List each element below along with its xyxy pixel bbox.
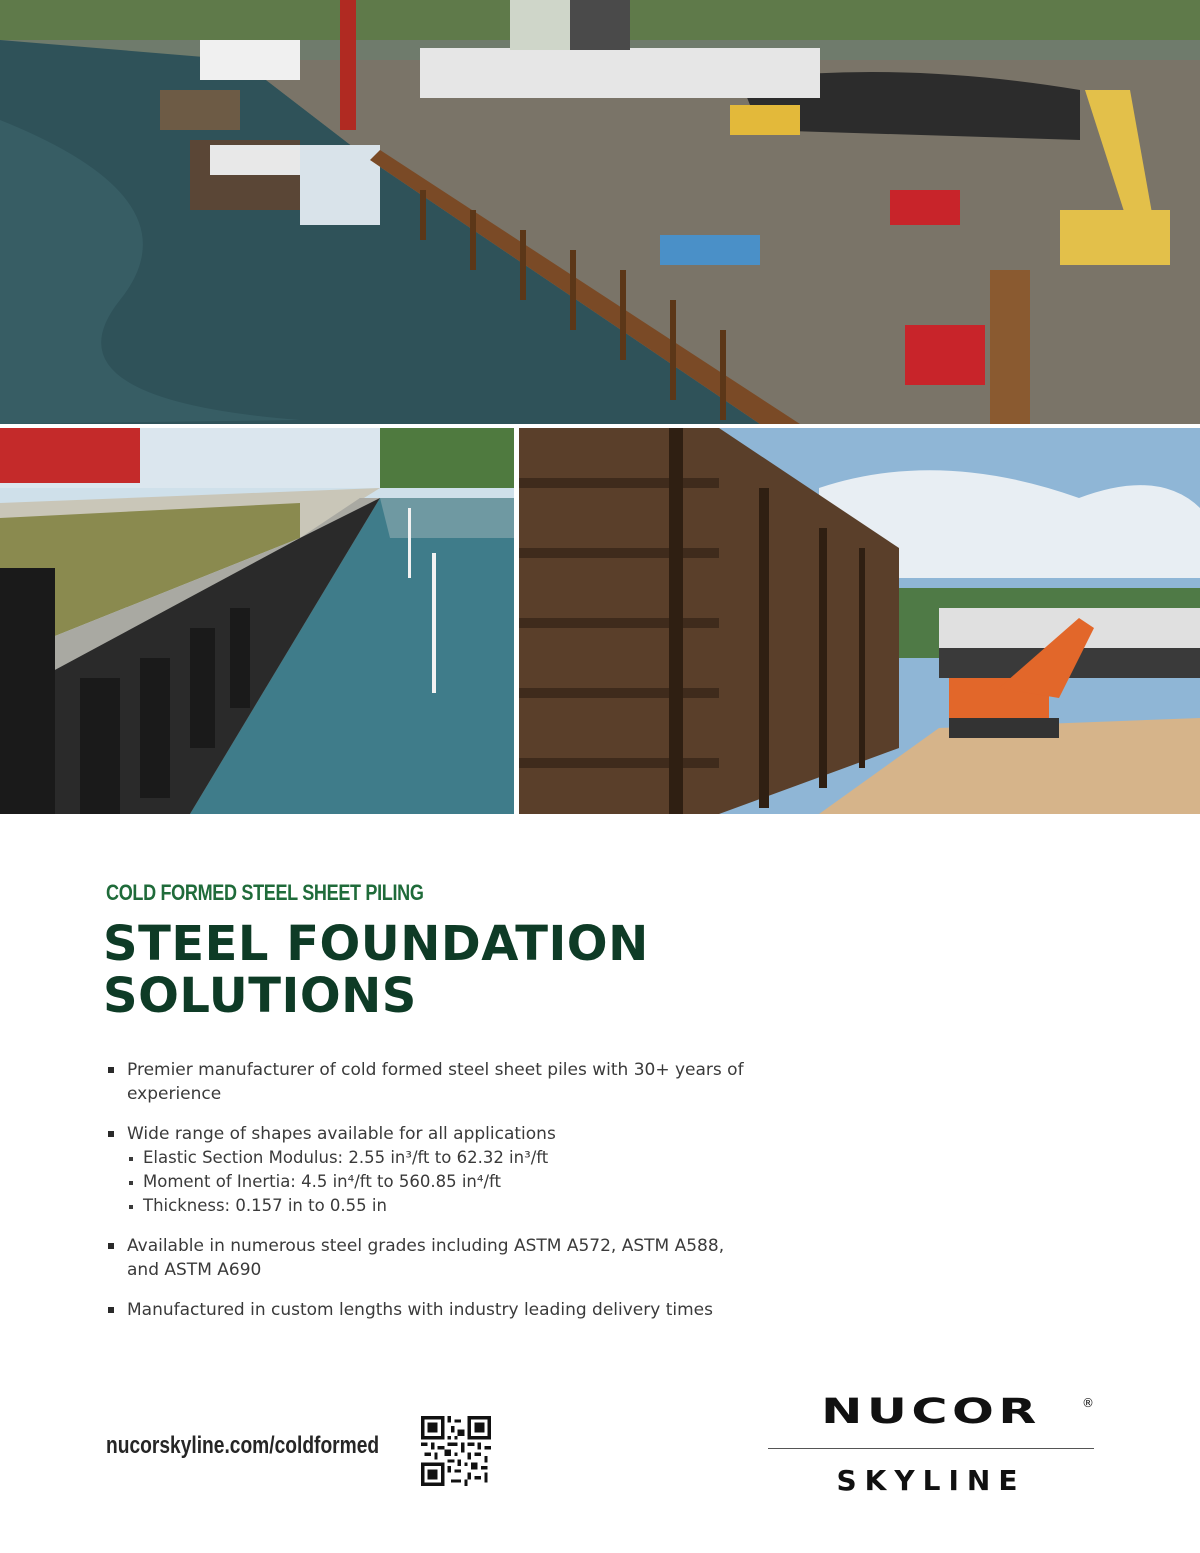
river-construction-photo — [0, 0, 1200, 424]
bullet-square-icon — [108, 1243, 114, 1249]
feature-item — [106, 1234, 746, 1282]
bullet-square-icon — [108, 1307, 114, 1313]
feature-text: Available in numerous steel grades including ASTM A572, ASTM A588, and ASTM A690 — [127, 1236, 725, 1280]
overpass-wall-photo — [519, 428, 1200, 814]
feature-item — [106, 1298, 746, 1322]
nucor-skyline-logo — [768, 1392, 1094, 1502]
spec-item — [127, 1170, 746, 1194]
feature-item — [106, 1058, 746, 1106]
bullet-dot-icon — [129, 1157, 133, 1161]
feature-text: Wide range of shapes available for all applications — [127, 1124, 556, 1144]
bullet-dot-icon — [129, 1181, 133, 1185]
website-link[interactable]: nucorskyline.com/coldformed — [106, 1432, 380, 1459]
spec-text: Moment of Inertia: 4.5 in⁴/ft to 560.85 in⁴/ft — [143, 1172, 502, 1191]
headline-line-1: STEEL FOUNDATION — [103, 916, 649, 972]
seawall-photo — [0, 428, 514, 814]
feature-item — [106, 1122, 746, 1218]
spec-text: Thickness: 0.157 in to 0.55 in — [143, 1196, 387, 1215]
page-title — [103, 918, 649, 1022]
bullet-square-icon — [108, 1067, 114, 1073]
spec-list — [127, 1146, 746, 1218]
spec-item — [127, 1146, 746, 1170]
eyebrow-label: COLD FORMED STEEL SHEET PILING — [106, 880, 424, 905]
feature-text: Manufactured in custom lengths with industry leading delivery times — [127, 1300, 713, 1320]
feature-list — [106, 1058, 746, 1338]
spec-text: Elastic Section Modulus: 2.55 in³/ft to 62.32 in³/ft — [143, 1148, 549, 1167]
bullet-square-icon — [108, 1131, 114, 1137]
feature-text: Premier manufacturer of cold formed steel sheet piles with 30+ years of experience — [127, 1060, 744, 1104]
logo-divider — [768, 1448, 1094, 1449]
bullet-dot-icon — [129, 1205, 133, 1209]
qr-code-icon[interactable] — [421, 1416, 491, 1486]
logo-subtitle: SKYLINE — [836, 1464, 1026, 1497]
registered-mark: ® — [1082, 1396, 1094, 1410]
headline-line-2: SOLUTIONS — [103, 968, 417, 1024]
spec-item — [127, 1194, 746, 1218]
logo-wordmark: NUCOR — [821, 1392, 1041, 1432]
